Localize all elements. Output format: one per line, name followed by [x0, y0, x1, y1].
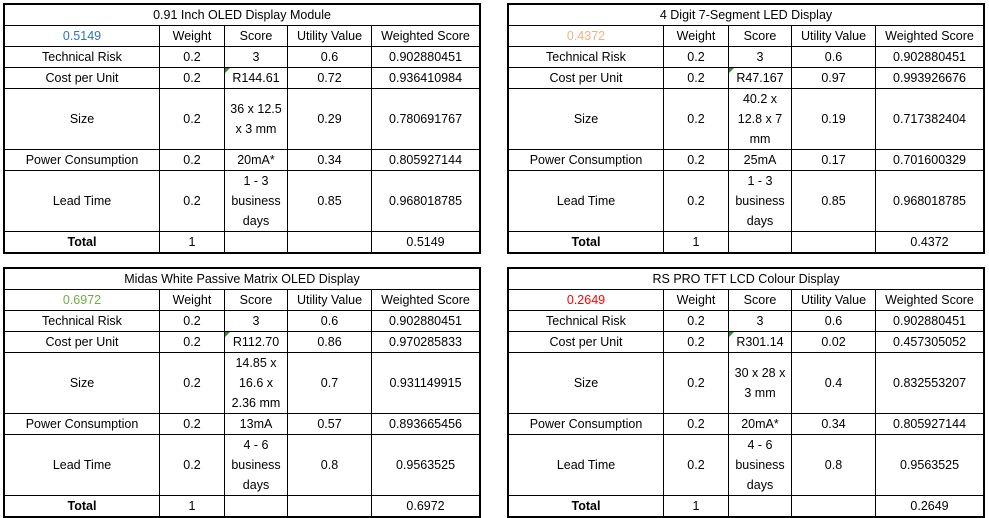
table-row: [509, 353, 984, 414]
criterion-cell[interactable]: Power Consumption: [5, 414, 160, 435]
total-label[interactable]: Total: [509, 496, 664, 517]
utility-value-cell[interactable]: 0.6: [288, 47, 372, 68]
utility-value-cell[interactable]: 0.85: [288, 171, 372, 232]
weight-cell[interactable]: 0.2: [160, 332, 225, 353]
criterion-cell[interactable]: Size: [509, 89, 664, 150]
score-cell[interactable]: 3: [729, 311, 792, 332]
weight-cell[interactable]: 0.2: [664, 332, 729, 353]
score-cell[interactable]: 3: [225, 47, 288, 68]
weighted-score-cell[interactable]: 0.893665456: [372, 414, 480, 435]
utility-value-cell[interactable]: 0.4: [792, 353, 876, 414]
score-cell[interactable]: 40.2 x 12.8 x 7 mm: [729, 89, 792, 150]
total-label[interactable]: Total: [509, 232, 664, 253]
criterion-cell[interactable]: Lead Time: [509, 171, 664, 232]
weighted-score-cell[interactable]: 0.780691767: [372, 89, 480, 150]
utility-value-cell[interactable]: 0.85: [792, 171, 876, 232]
table-row: [5, 435, 480, 496]
total-empty-cell[interactable]: [792, 232, 876, 253]
utility-value-cell[interactable]: 0.34: [288, 150, 372, 171]
score-cell[interactable]: 20mA*: [729, 414, 792, 435]
header-weighted-score[interactable]: Weighted Score: [372, 26, 480, 47]
table-row: [509, 47, 984, 68]
weighted-score-cell[interactable]: 0.701600329: [876, 150, 984, 171]
table-row: [5, 171, 480, 232]
weight-cell[interactable]: 0.2: [160, 435, 225, 496]
utility-value-cell[interactable]: 0.6: [792, 311, 876, 332]
score-cell[interactable]: R112.70: [225, 332, 288, 353]
table-row: [509, 150, 984, 171]
weighted-score-cell[interactable]: 0.832553207: [876, 353, 984, 414]
criterion-cell[interactable]: Size: [5, 353, 160, 414]
weight-cell[interactable]: 0.2: [160, 171, 225, 232]
weight-cell[interactable]: 0.2: [160, 89, 225, 150]
header-weight[interactable]: Weight: [160, 26, 225, 47]
criterion-cell[interactable]: Technical Risk: [509, 311, 664, 332]
total-empty-cell[interactable]: [729, 232, 792, 253]
criterion-cell[interactable]: Power Consumption: [5, 150, 160, 171]
criterion-cell[interactable]: Lead Time: [5, 171, 160, 232]
score-cell[interactable]: 4 - 6 business days: [225, 435, 288, 496]
total-weighted-score[interactable]: 0.6972: [372, 496, 480, 517]
criterion-cell[interactable]: Lead Time: [509, 435, 664, 496]
table-row: [509, 332, 984, 353]
total-weight[interactable]: 1: [160, 496, 225, 517]
utility-value-cell[interactable]: 0.29: [288, 89, 372, 150]
table-title[interactable]: 4 Digit 7-Segment LED Display: [509, 5, 984, 26]
header-utility-value[interactable]: Utility Value: [792, 26, 876, 47]
utility-value-cell[interactable]: 0.17: [792, 150, 876, 171]
header-score[interactable]: Score: [729, 26, 792, 47]
weighted-score-cell[interactable]: 0.931149915: [372, 353, 480, 414]
utility-value-cell[interactable]: 0.97: [792, 68, 876, 89]
utility-value-cell[interactable]: 0.86: [288, 332, 372, 353]
score-cell[interactable]: 1 - 3 business days: [729, 171, 792, 232]
criterion-cell[interactable]: Cost per Unit: [5, 68, 160, 89]
total-weighted-score[interactable]: 0.2649: [876, 496, 984, 517]
score-cell[interactable]: R301.14: [729, 332, 792, 353]
header-score[interactable]: Score: [729, 290, 792, 311]
weighted-score-cell[interactable]: 0.805927144: [876, 414, 984, 435]
utility-value-cell[interactable]: 0.19: [792, 89, 876, 150]
weighted-score-cell[interactable]: 0.902880451: [372, 47, 480, 68]
header-utility-value[interactable]: Utility Value: [288, 26, 372, 47]
score-cell[interactable]: 4 - 6 business days: [729, 435, 792, 496]
score-cell[interactable]: 36 x 12.5 x 3 mm: [225, 89, 288, 150]
weight-cell[interactable]: 0.2: [160, 414, 225, 435]
table-row: [509, 68, 984, 89]
criterion-cell[interactable]: Technical Risk: [509, 47, 664, 68]
criterion-cell[interactable]: Power Consumption: [509, 150, 664, 171]
table-row: [5, 414, 480, 435]
criterion-cell[interactable]: Cost per Unit: [5, 332, 160, 353]
utility-value-cell[interactable]: 0.6: [288, 311, 372, 332]
weight-cell[interactable]: 0.2: [664, 89, 729, 150]
table-row: [5, 89, 480, 150]
overall-score-cell[interactable]: 0.2649: [509, 290, 664, 311]
total-weighted-score[interactable]: 0.4372: [876, 232, 984, 253]
header-weight[interactable]: Weight: [664, 26, 729, 47]
criterion-cell[interactable]: Size: [509, 353, 664, 414]
criterion-cell[interactable]: Lead Time: [5, 435, 160, 496]
score-cell[interactable]: 1 - 3 business days: [225, 171, 288, 232]
header-weight[interactable]: Weight: [664, 290, 729, 311]
weight-cell[interactable]: 0.2: [664, 68, 729, 89]
total-weight[interactable]: 1: [664, 496, 729, 517]
total-label[interactable]: Total: [5, 232, 160, 253]
table-row: [5, 311, 480, 332]
weighted-score-cell[interactable]: 0.717382404: [876, 89, 984, 150]
weight-cell[interactable]: 0.2: [160, 47, 225, 68]
total-empty-cell[interactable]: [225, 232, 288, 253]
criterion-cell[interactable]: Size: [5, 89, 160, 150]
utility-value-cell[interactable]: 0.7: [288, 353, 372, 414]
criterion-cell[interactable]: Cost per Unit: [509, 68, 664, 89]
decision-matrix-table: [508, 268, 984, 517]
weighted-score-cell[interactable]: 0.805927144: [372, 150, 480, 171]
table-row: [509, 171, 984, 232]
weight-cell[interactable]: 0.2: [664, 414, 729, 435]
weighted-score-cell[interactable]: 0.902880451: [876, 47, 984, 68]
overall-score-cell[interactable]: 0.5149: [5, 26, 160, 47]
utility-value-cell[interactable]: 0.02: [792, 332, 876, 353]
header-weighted-score[interactable]: Weighted Score: [372, 290, 480, 311]
criterion-cell[interactable]: Cost per Unit: [509, 332, 664, 353]
utility-value-cell[interactable]: 0.6: [792, 47, 876, 68]
header-utility-value[interactable]: Utility Value: [792, 290, 876, 311]
total-empty-cell[interactable]: [225, 496, 288, 517]
score-cell[interactable]: 25mA: [729, 150, 792, 171]
overall-score-cell[interactable]: 0.6972: [5, 290, 160, 311]
criterion-cell[interactable]: Power Consumption: [509, 414, 664, 435]
score-cell[interactable]: 3: [225, 311, 288, 332]
utility-value-cell[interactable]: 0.57: [288, 414, 372, 435]
utility-value-cell[interactable]: 0.72: [288, 68, 372, 89]
utility-value-cell[interactable]: 0.8: [792, 435, 876, 496]
weight-cell[interactable]: 0.2: [664, 47, 729, 68]
weight-cell[interactable]: 0.2: [664, 171, 729, 232]
weighted-score-cell[interactable]: 0.902880451: [372, 311, 480, 332]
table-row: [509, 311, 984, 332]
table-row: [5, 68, 480, 89]
weighted-score-cell[interactable]: 0.936410984: [372, 68, 480, 89]
table-row: [509, 89, 984, 150]
total-empty-cell[interactable]: [729, 496, 792, 517]
criterion-cell[interactable]: Technical Risk: [5, 311, 160, 332]
table-row: [509, 414, 984, 435]
header-score[interactable]: Score: [225, 26, 288, 47]
weight-cell[interactable]: 0.2: [664, 150, 729, 171]
total-empty-cell[interactable]: [288, 496, 372, 517]
weight-cell[interactable]: 0.2: [664, 353, 729, 414]
total-weighted-score[interactable]: 0.5149: [372, 232, 480, 253]
header-score[interactable]: Score: [225, 290, 288, 311]
overall-score-cell[interactable]: 0.4372: [509, 26, 664, 47]
weighted-score-cell[interactable]: 0.9563525: [372, 435, 480, 496]
weight-cell[interactable]: 0.2: [160, 311, 225, 332]
total-empty-cell[interactable]: [288, 232, 372, 253]
table-title[interactable]: 0.91 Inch OLED Display Module: [5, 5, 480, 26]
weight-cell[interactable]: 0.2: [664, 311, 729, 332]
score-cell[interactable]: 20mA*: [225, 150, 288, 171]
score-cell[interactable]: R47.167: [729, 68, 792, 89]
table-title[interactable]: RS PRO TFT LCD Colour Display: [509, 269, 984, 290]
criterion-cell[interactable]: Technical Risk: [5, 47, 160, 68]
utility-value-cell[interactable]: 0.8: [288, 435, 372, 496]
decision-matrix-table: [508, 4, 984, 253]
score-cell[interactable]: 14.85 x 16.6 x 2.36 mm: [225, 353, 288, 414]
weighted-score-cell[interactable]: 0.9563525: [876, 435, 984, 496]
utility-value-cell[interactable]: 0.34: [792, 414, 876, 435]
decision-matrix-table: [4, 268, 480, 517]
weight-cell[interactable]: 0.2: [160, 353, 225, 414]
table-row: [5, 150, 480, 171]
weighted-score-cell[interactable]: 0.968018785: [876, 171, 984, 232]
table-row: [5, 47, 480, 68]
score-cell[interactable]: 3: [729, 47, 792, 68]
table-title[interactable]: Midas White Passive Matrix OLED Display: [5, 269, 480, 290]
score-cell[interactable]: 13mA: [225, 414, 288, 435]
weighted-score-cell[interactable]: 0.457305052: [876, 332, 984, 353]
weighted-score-cell[interactable]: 0.968018785: [372, 171, 480, 232]
weight-cell[interactable]: 0.2: [160, 68, 225, 89]
decision-matrix-table: [4, 4, 480, 253]
total-empty-cell[interactable]: [792, 496, 876, 517]
weight-cell[interactable]: 0.2: [160, 150, 225, 171]
header-weight[interactable]: Weight: [160, 290, 225, 311]
header-weighted-score[interactable]: Weighted Score: [876, 26, 984, 47]
weighted-score-cell[interactable]: 0.902880451: [876, 311, 984, 332]
total-weight[interactable]: 1: [664, 232, 729, 253]
table-row: [5, 332, 480, 353]
header-weighted-score[interactable]: Weighted Score: [876, 290, 984, 311]
weighted-score-cell[interactable]: 0.993926676: [876, 68, 984, 89]
weight-cell[interactable]: 0.2: [664, 435, 729, 496]
table-row: [5, 353, 480, 414]
header-utility-value[interactable]: Utility Value: [288, 290, 372, 311]
table-row: [509, 435, 984, 496]
score-cell[interactable]: R144.61: [225, 68, 288, 89]
score-cell[interactable]: 30 x 28 x 3 mm: [729, 353, 792, 414]
total-label[interactable]: Total: [5, 496, 160, 517]
weighted-score-cell[interactable]: 0.970285833: [372, 332, 480, 353]
total-weight[interactable]: 1: [160, 232, 225, 253]
